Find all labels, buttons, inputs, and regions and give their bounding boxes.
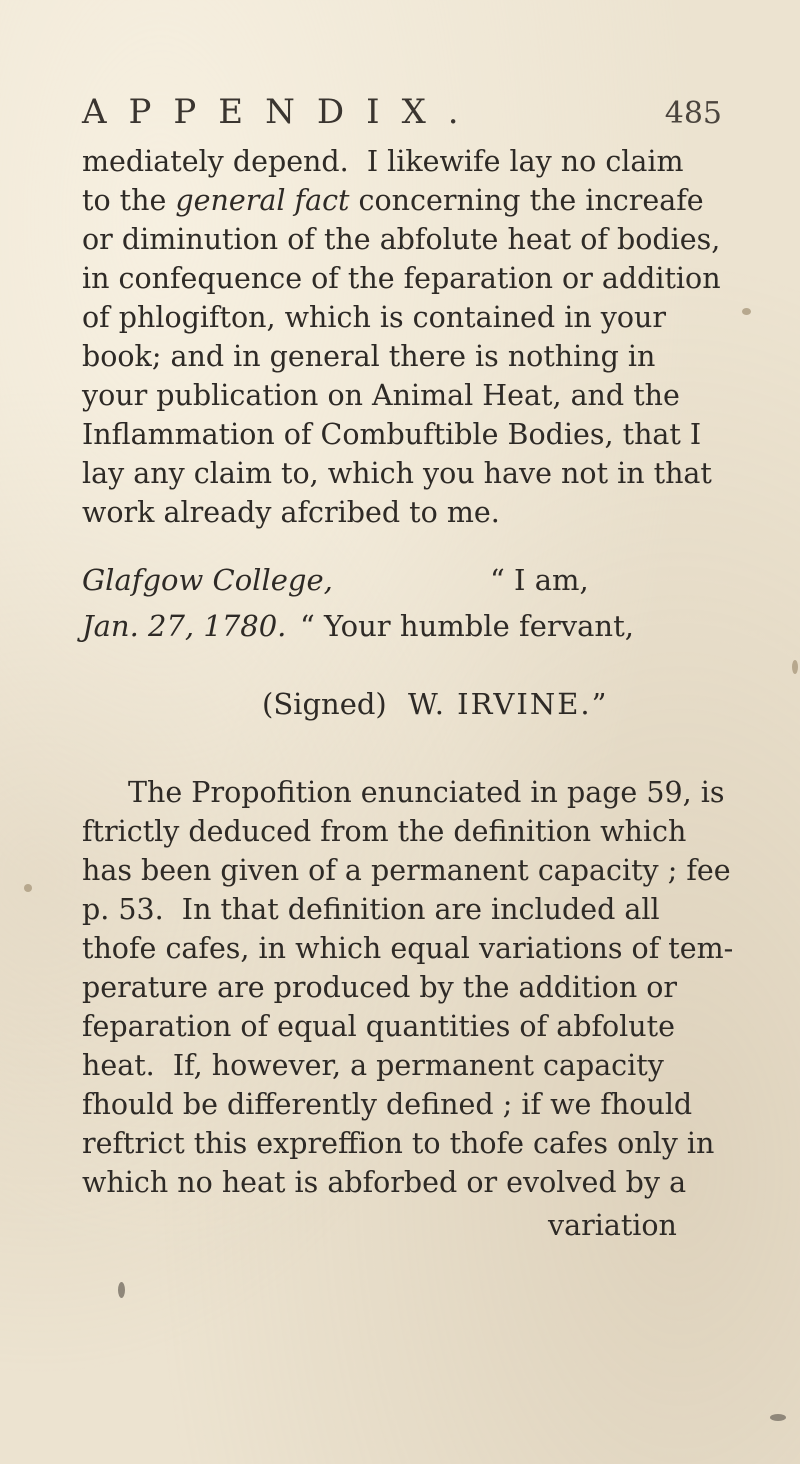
paper-speck	[770, 1414, 786, 1421]
catchword: variation	[548, 1209, 677, 1242]
closing-date: Jan. 27, 1780.	[82, 609, 287, 643]
signer-name: W. IRVINE.”	[408, 687, 609, 721]
text-line: feparation of equal quantities of abfolute	[82, 1010, 675, 1043]
closing-greeting: “ I am,	[490, 563, 589, 597]
text-line: in confequence of the feparation or addition	[82, 262, 721, 295]
text-line: The Propofition enunciated in page 59, is	[128, 776, 725, 809]
text-line: of phlogifton, which is contained in your	[82, 301, 666, 334]
text-line: your publication on Animal Heat, and the	[82, 379, 680, 412]
text-line: ftrictly deduced from the definition which	[82, 815, 687, 848]
text-line: thofe cafes, in which equal variations of tem-	[82, 932, 734, 965]
closing-valediction: “ Your humble fervant,	[300, 609, 634, 643]
paper-speck	[792, 660, 798, 674]
text-line: mediately depend. I likewife lay no claim	[82, 145, 684, 178]
text-line: book; and in general there is nothing in	[82, 340, 656, 373]
page-number: 485	[664, 96, 722, 131]
running-head: APPENDIX.	[82, 92, 481, 132]
text-line: fhould be differently defined ; if we fhould	[82, 1088, 693, 1121]
text-line: heat. If, however, a permanent capacity	[82, 1049, 664, 1082]
text-span: to the	[82, 184, 176, 217]
text-line: or diminution of the abfolute heat of bodies,	[82, 223, 721, 256]
closing-place: Glafgow College,	[82, 563, 333, 597]
text-line: lay any claim to, which you have not in that	[82, 457, 712, 490]
paper-speck	[742, 308, 751, 315]
signed-label: (Signed)	[262, 687, 387, 721]
text-line: work already afcribed to me.	[82, 496, 500, 529]
text-line: reftrict this expreffion to thofe cafes only in	[82, 1127, 715, 1160]
text-line: which no heat is abforbed or evolved by a	[82, 1166, 687, 1199]
text-line: p. 53. In that definition are included all	[82, 893, 660, 926]
paper-speck	[24, 884, 32, 892]
italic-phrase: general fact	[175, 184, 350, 217]
text-line: has been given of a permanent capacity ; fee	[82, 854, 731, 887]
paper-speck	[118, 1282, 125, 1298]
text-span: concerning the increafe	[349, 184, 704, 217]
text-line: perature are produced by the addition or	[82, 971, 678, 1004]
page-header	[82, 92, 722, 136]
text-line: Inflammation of Combuftible Bodies, that I	[82, 418, 702, 451]
text-line	[82, 181, 800, 221]
